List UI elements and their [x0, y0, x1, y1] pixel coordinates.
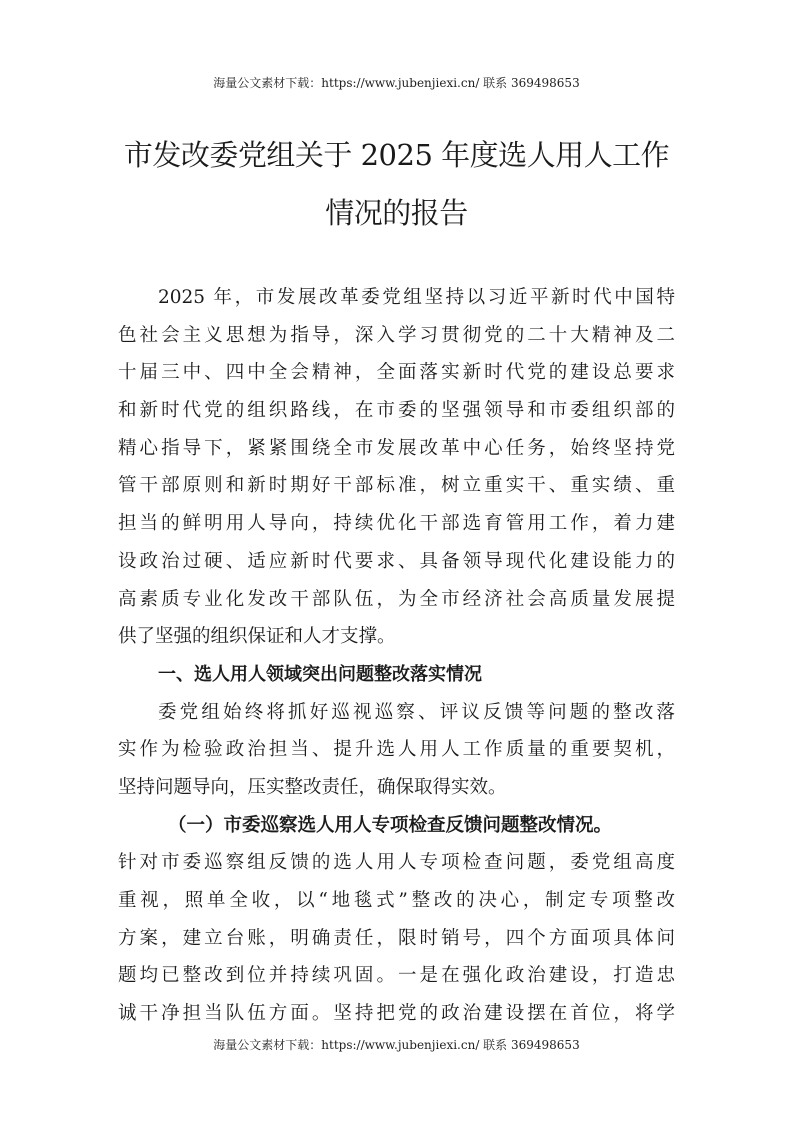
paragraph-line: 针对市委巡察组反馈的选人用人专项检查问题，委党组高度: [118, 852, 675, 874]
paragraph-line: 高素质专业化发改干部队伍，为全市经济社会高质量发展提: [118, 588, 675, 610]
paragraph-line: 2025 年，市发展改革委党组坚持以习近平新时代中国特: [158, 287, 675, 308]
paragraph-line: 担当的鲜明用人导向，持续优化干部选育管用工作，着力建: [118, 513, 675, 535]
document-body: [118, 279, 675, 1033]
paragraph-line: 委党组始终将抓好巡视巡察、评议反馈等问题的整改落: [158, 701, 675, 723]
document-title-line-1: 市发改委党组关于 2025 年度选人用人工作: [123, 138, 670, 172]
subsection-heading: （一）市委巡察选人用人专项检查反馈问题整改情况。: [168, 814, 613, 836]
paragraph-line: 精心指导下，紧紧围绕全市发展改革中心任务，始终坚持党: [118, 437, 675, 459]
paragraph-line: 色社会主义思想为指导，深入学习贯彻党的二十大精神及二: [118, 324, 675, 346]
page-footer: 海量公文素材下载：https://www.jubenjiexi.cn/ 联系 369498653: [213, 1038, 580, 1052]
paragraph-line: 供了坚强的组织保证和人才支撑。: [118, 626, 396, 648]
paragraph-line: 诚干净担当队伍方面。坚持把党的政治建设摆在首位，将学: [118, 1003, 675, 1025]
document-title-line-2: 情况的报告: [325, 196, 468, 230]
paragraph-line: 题均已整改到位并持续巩固。一是在强化政治建设，打造忠: [118, 965, 675, 987]
paragraph-line: 管干部原则和新时期好干部标准，树立重实干、重实绩、重: [118, 475, 675, 497]
paragraph-line: 重视，照单全收，以“地毯式”整改的决心，制定专项整改: [118, 890, 675, 911]
paragraph-line: 和新时代党的组织路线，在市委的坚强领导和市委组织部的: [118, 400, 675, 422]
page-header: 海量公文素材下载：https://www.jubenjiexi.cn/ 联系 369498653: [213, 76, 580, 90]
paragraph-line: 设政治过硬、适应新时代要求、具备领导现代化建设能力的: [118, 550, 675, 572]
section-heading: 一、选人用人领域突出问题整改落实情况: [158, 663, 482, 685]
paragraph-line: 十届三中、四中全会精神，全面落实新时代党的建设总要求: [118, 362, 675, 384]
paragraph-line: 实作为检验政治担当、提升选人用人工作质量的重要契机，: [118, 739, 675, 761]
paragraph-line: 方案，建立台账，明确责任，限时销号，四个方面项具体问: [118, 927, 675, 949]
paragraph-line: 坚持问题导向，压实整改责任，确保取得实效。: [118, 776, 507, 798]
